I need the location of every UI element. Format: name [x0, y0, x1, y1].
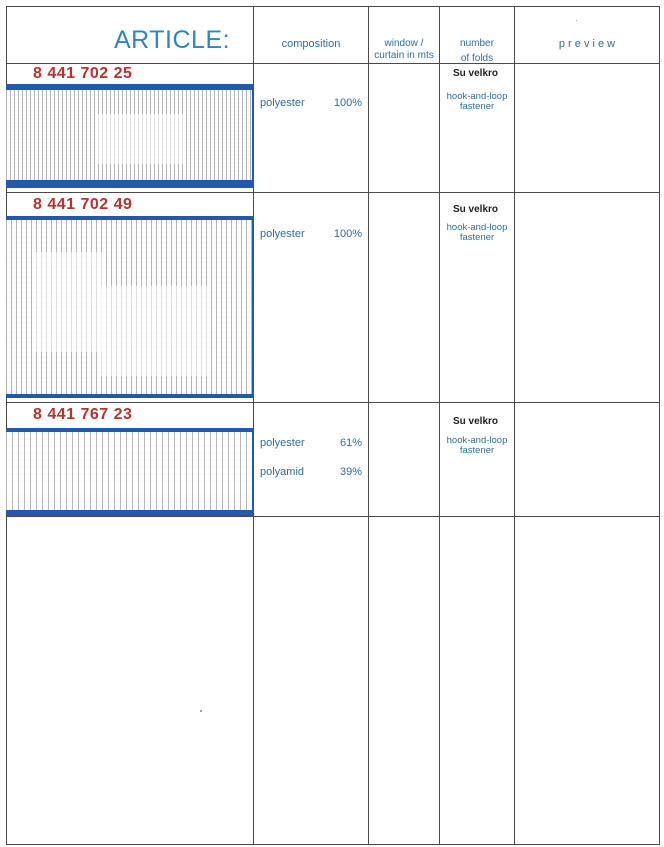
fastener-line2: fastener [459, 101, 495, 112]
article-code: 8 441 702 49 [33, 196, 133, 213]
grid-line-col4 [514, 6, 515, 845]
folds-header-line2: of folds [460, 53, 494, 64]
fastener-line2: fastener [459, 232, 495, 243]
material-name: polyester [260, 437, 305, 449]
fabric-swatch [6, 216, 254, 398]
material-percent: 100% [333, 228, 362, 240]
window-header-line1: window / [384, 38, 424, 49]
fastener-label [440, 436, 514, 456]
material-percent: 100% [333, 97, 362, 109]
grid-line-row1 [6, 192, 660, 193]
velkro-label: Su velkro [453, 204, 499, 215]
grid-line-header [6, 63, 660, 64]
fastener-line2: fastener [459, 445, 495, 456]
grid-line-top [6, 6, 660, 7]
window-header-line2: curtain in mts [374, 50, 434, 61]
article-code: 8 441 767 23 [33, 406, 133, 423]
grid-line-right [659, 6, 660, 845]
tape-panel [101, 286, 211, 376]
scan-speck [576, 20, 577, 21]
folds-header-line1: number [460, 38, 494, 49]
material-percent: 61% [339, 437, 362, 449]
grid-line-col3 [439, 6, 440, 845]
article-header: ARTICLE: [114, 26, 231, 54]
folds-header [440, 38, 514, 65]
fabric-swatch [6, 84, 254, 188]
grid-line-col2 [368, 6, 369, 845]
grid-line-row3 [6, 516, 660, 517]
fastener-label [440, 223, 514, 243]
tape-panel [36, 252, 106, 352]
fastener-line1: hook-and-loop [446, 91, 508, 102]
material-name: polyamid [260, 466, 305, 478]
fastener-line1: hook-and-loop [446, 222, 508, 233]
fabric-swatch [6, 428, 254, 516]
velkro-label: Su velkro [453, 416, 499, 427]
composition-header: composition [281, 38, 341, 50]
article-code: 8 441 702 25 [33, 65, 133, 82]
window-header [369, 38, 439, 62]
material-percent: 39% [339, 466, 362, 478]
material-name: polyester [260, 228, 305, 240]
fastener-label [440, 92, 514, 112]
material-name: polyester [260, 97, 305, 109]
preview-header: p r e v i e w [558, 38, 616, 50]
scan-speck [200, 710, 202, 712]
tape-weave [6, 432, 252, 510]
fastener-line1: hook-and-loop [446, 435, 508, 446]
grid-line-bottom [6, 844, 660, 845]
velkro-label: Su velkro [453, 68, 499, 79]
grid-line-row2 [6, 402, 660, 403]
tape-panel [96, 114, 186, 164]
